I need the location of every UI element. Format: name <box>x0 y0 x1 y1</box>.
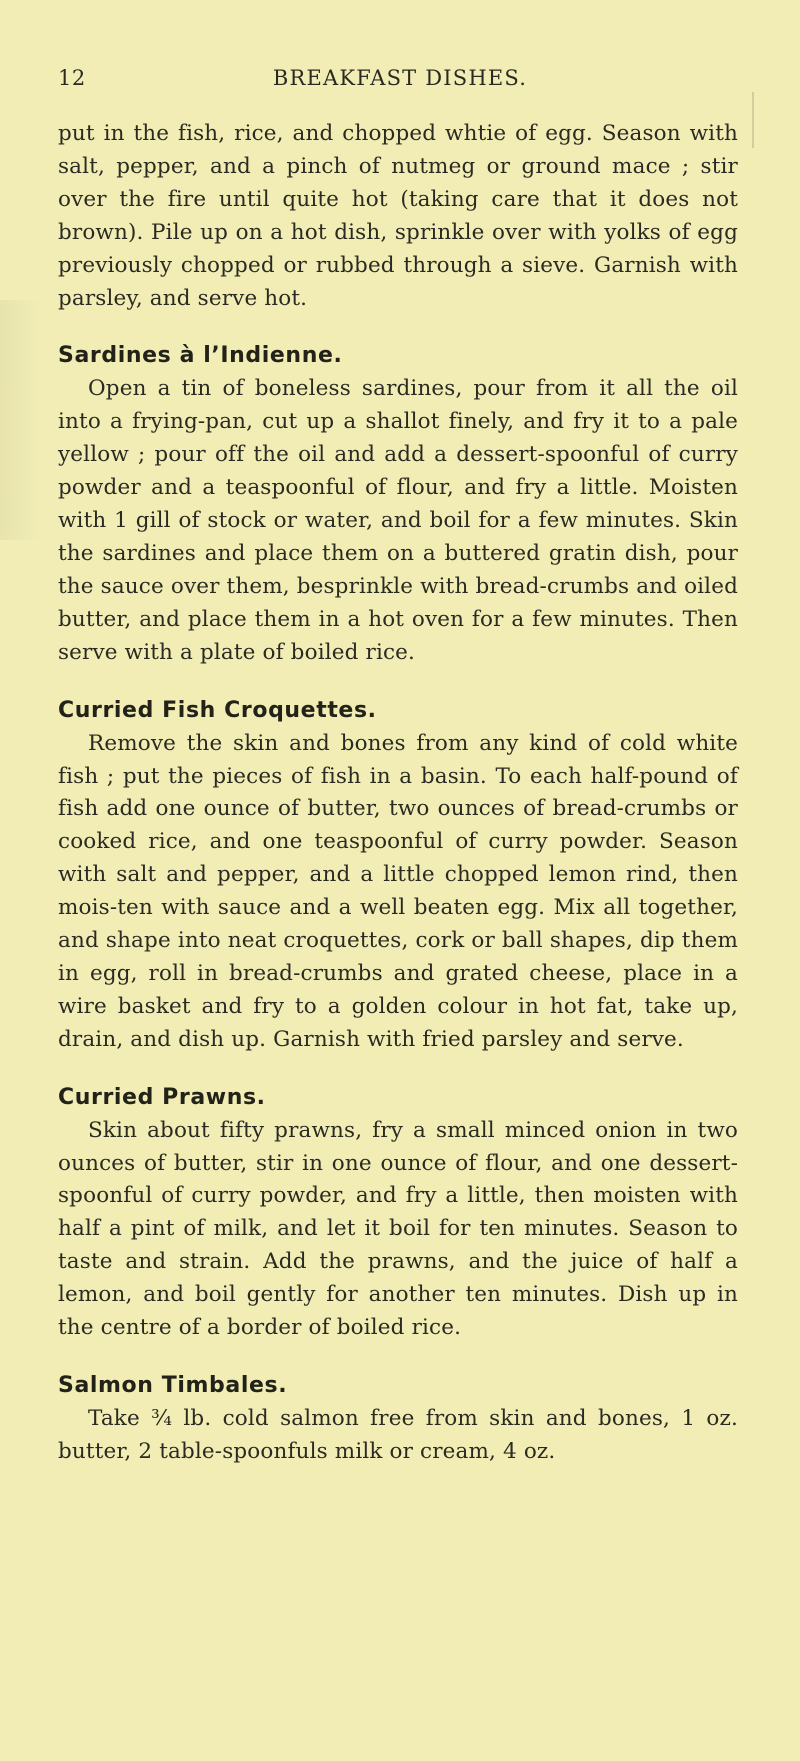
recipe-curried-fish-croquettes <box>58 695 738 1057</box>
recipe-sardines <box>58 340 738 669</box>
recipe-title: Salmon Timbales. <box>58 1373 288 1398</box>
running-header <box>58 66 742 94</box>
recipe-text: Take ¾ lb. cold salmon free from skin and bones, 1 oz. butter, 2 table-spoonfuls milk or cream, 4 oz. <box>58 1406 738 1464</box>
continued-recipe <box>58 118 738 315</box>
continued-paragraph: put in the fish, rice, and chopped whtie of egg. Season with salt, pepper, and a pinch of nutmeg or ground mace ; stir over the fire until quite hot (taking care that it does not brown). Pile up on a hot dish, sprinkle over with yolks of egg previously chopped or rubbed through a sieve. Garnish with parsley, and serve hot. <box>58 121 738 311</box>
page-number: 12 <box>58 66 86 90</box>
running-title: BREAKFAST DISHES. <box>272 66 528 90</box>
recipe-curried-prawns <box>58 1082 738 1345</box>
page-mark <box>752 92 754 148</box>
recipe-text: Open a tin of boneless sardines, pour from it all the oil into a frying-pan, cut up a shallot finely, and fry it to a pale yellow ; pour off the oil and add a dessert-spoonful of curry powder and a teaspoonful of flour, and fry a little. Moisten with 1 gill of stock or water, and boil for a few minutes. Skin the sardines and place them on a buttered gratin dish, pour the sauce over them, besprinkle with bread-crumbs and oiled butter, and place them in a hot oven for a few minutes. Then serve with a plate of boiled rice. <box>58 376 738 665</box>
recipe-salmon-timbales <box>58 1370 738 1469</box>
page-smudge <box>0 300 40 540</box>
recipe-title: Curried Prawns. <box>58 1084 266 1110</box>
page-body <box>58 118 738 1469</box>
recipe-title: Curried Fish Croquettes. <box>58 697 377 723</box>
recipe-text: Remove the skin and bones from any kind of cold white fish ; put the pieces of fish in a basin. To each half-pound of fish add one ounce of butter, two ounces of bread-crumbs or cooked rice, and one teaspoonful of curry powder. Season with salt and pepper, and a little chopped lemon rind, then mois-ten with sauce and a well beaten egg. Mix all together, and shape into neat croquettes, cork or ball shapes, dip them in egg, roll in bread-crumbs and grated cheese, place in a wire basket and fry to a golden colour in hot fat, take up, drain, and dish up. Garnish with fried parsley and serve. <box>58 730 738 1052</box>
recipe-title: Sardines à l’Indienne. <box>58 343 343 369</box>
recipe-text: Skin about fifty prawns, fry a small minced onion in two ounces of butter, stir in one ounce of flour, and one dessert-spoonful of curry powder, and fry a little, then moisten with half a pint of milk, and let it boil for ten minutes. Season to taste and strain. Add the prawns, and the juice of half a lemon, and boil gently for another ten minutes. Dish up in the centre of a border of boiled rice. <box>58 1117 738 1341</box>
